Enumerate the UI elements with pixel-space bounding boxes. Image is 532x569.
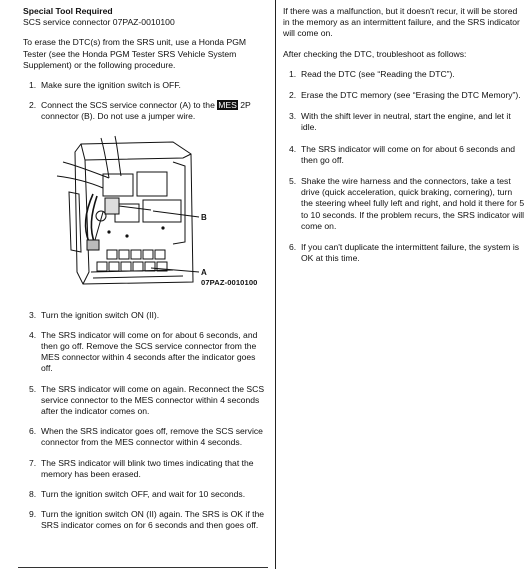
- step-number: 2.: [29, 100, 37, 111]
- step-number: 1.: [29, 80, 37, 91]
- step-number: 1.: [289, 68, 297, 79]
- step-number: 2.: [289, 90, 297, 101]
- step-item: [23, 426, 269, 448]
- step-text: The SRS indicator will come on for about 6 seconds, and then go off. Remove the SCS service connector from the MES connector within 4 seconds after the indicator goes off.: [41, 329, 258, 374]
- step-text: Turn the ignition switch OFF, and wait for 10 seconds.: [41, 489, 246, 500]
- step-number: 6.: [289, 242, 297, 253]
- step-number: 5.: [289, 176, 297, 187]
- intermittent-intro: If there was a malfunction, but it doesn't recur, it will be stored in the memory as an intermittent failure, and the SRS indicator will come on.: [283, 6, 520, 39]
- left-column: [23, 6, 269, 541]
- step-item: [283, 144, 525, 166]
- step-item: [283, 90, 525, 101]
- special-tool-block: [23, 6, 269, 28]
- step-item: [23, 384, 269, 418]
- step-text: With the shift lever in neutral, start the engine, and let it idle.: [301, 111, 511, 133]
- step-text: Erase the DTC memory (see “Erasing the DTC Memory”).: [301, 90, 521, 101]
- step-number: 5.: [29, 383, 37, 394]
- special-tool-name: SCS service connector 07PAZ-0010100: [23, 17, 175, 28]
- column-divider: [275, 0, 276, 569]
- step-text: Make sure the ignition switch is OFF.: [41, 80, 181, 91]
- step-text: Turn the ignition switch ON (II) again. The SRS is OK if the SRS indicator comes on for 6 seconds and then goes off.: [41, 509, 265, 531]
- step-item: [23, 310, 269, 321]
- callout-a: A: [201, 267, 207, 277]
- right-column: [283, 6, 525, 274]
- figure-part-number: 07PAZ-0010100: [201, 277, 258, 287]
- step-number: 3.: [29, 309, 37, 320]
- step-item: [23, 330, 269, 375]
- erase-intro: To erase the DTC(s) from the SRS unit, use a Honda PGM Tester (see the Honda PGM Tester SRS Vehicle System Supplement) or the following procedure.: [23, 37, 247, 70]
- step-text-after: 2P connector (B). Do not use a jumper wire.: [41, 100, 251, 122]
- step-text: The SRS indicator will blink two times indicating that the memory has been erased.: [41, 457, 254, 479]
- step-item: [23, 489, 269, 500]
- erase-steps-top: [23, 80, 269, 123]
- erase-steps-bottom: [23, 310, 269, 532]
- special-tool-heading: Special Tool Required: [23, 6, 113, 16]
- step-text: If you can't duplicate the intermittent failure, the system is OK at this time.: [301, 242, 520, 264]
- step-text: Shake the wire harness and the connectors, take a test drive (quick acceleration, quick braking, cornering), turn the steering wheel fully left and right, and hold it there for 5 to 10 seconds. If the problem recurs, the SRS indicator will come on.: [301, 176, 525, 231]
- step-text: The SRS indicator will come on for about 6 seconds and then go off.: [301, 143, 516, 165]
- step-item: [283, 242, 525, 264]
- troubleshoot-lead: After checking the DTC, troubleshoot as follows:: [283, 48, 467, 59]
- step-item: [23, 509, 269, 531]
- step-text: Turn the ignition switch ON (II).: [41, 309, 160, 320]
- step-text: When the SRS indicator goes off, remove the SCS service connector from the MES connector within 4 seconds.: [41, 426, 263, 448]
- highlighted-term: MES: [218, 100, 237, 111]
- step-number: 6.: [29, 426, 37, 437]
- step-number: 7.: [29, 457, 37, 468]
- step-item: [283, 176, 525, 232]
- step-item: [23, 100, 269, 122]
- step-number: 4.: [289, 143, 297, 154]
- step-item: [23, 458, 269, 480]
- step-number: 3.: [289, 111, 297, 122]
- step-number: 4.: [29, 329, 37, 340]
- step-item: [283, 111, 525, 133]
- troubleshoot-steps: [283, 69, 525, 265]
- step-text: The SRS indicator will come on again. Reconnect the SCS service connector to the MES connector within 4 seconds after the indicator comes on.: [41, 383, 265, 417]
- step-item: [23, 80, 269, 91]
- step-text-before: Connect the SCS service connector (A) to the: [41, 100, 218, 111]
- callout-b: B: [201, 212, 207, 222]
- step-text: Read the DTC (see “Reading the DTC”).: [301, 68, 455, 79]
- connector-illustration: [23, 132, 269, 302]
- step-item: [283, 69, 525, 80]
- bottom-rule: [18, 567, 268, 568]
- step-number: 8.: [29, 489, 37, 500]
- step-number: 9.: [29, 509, 37, 520]
